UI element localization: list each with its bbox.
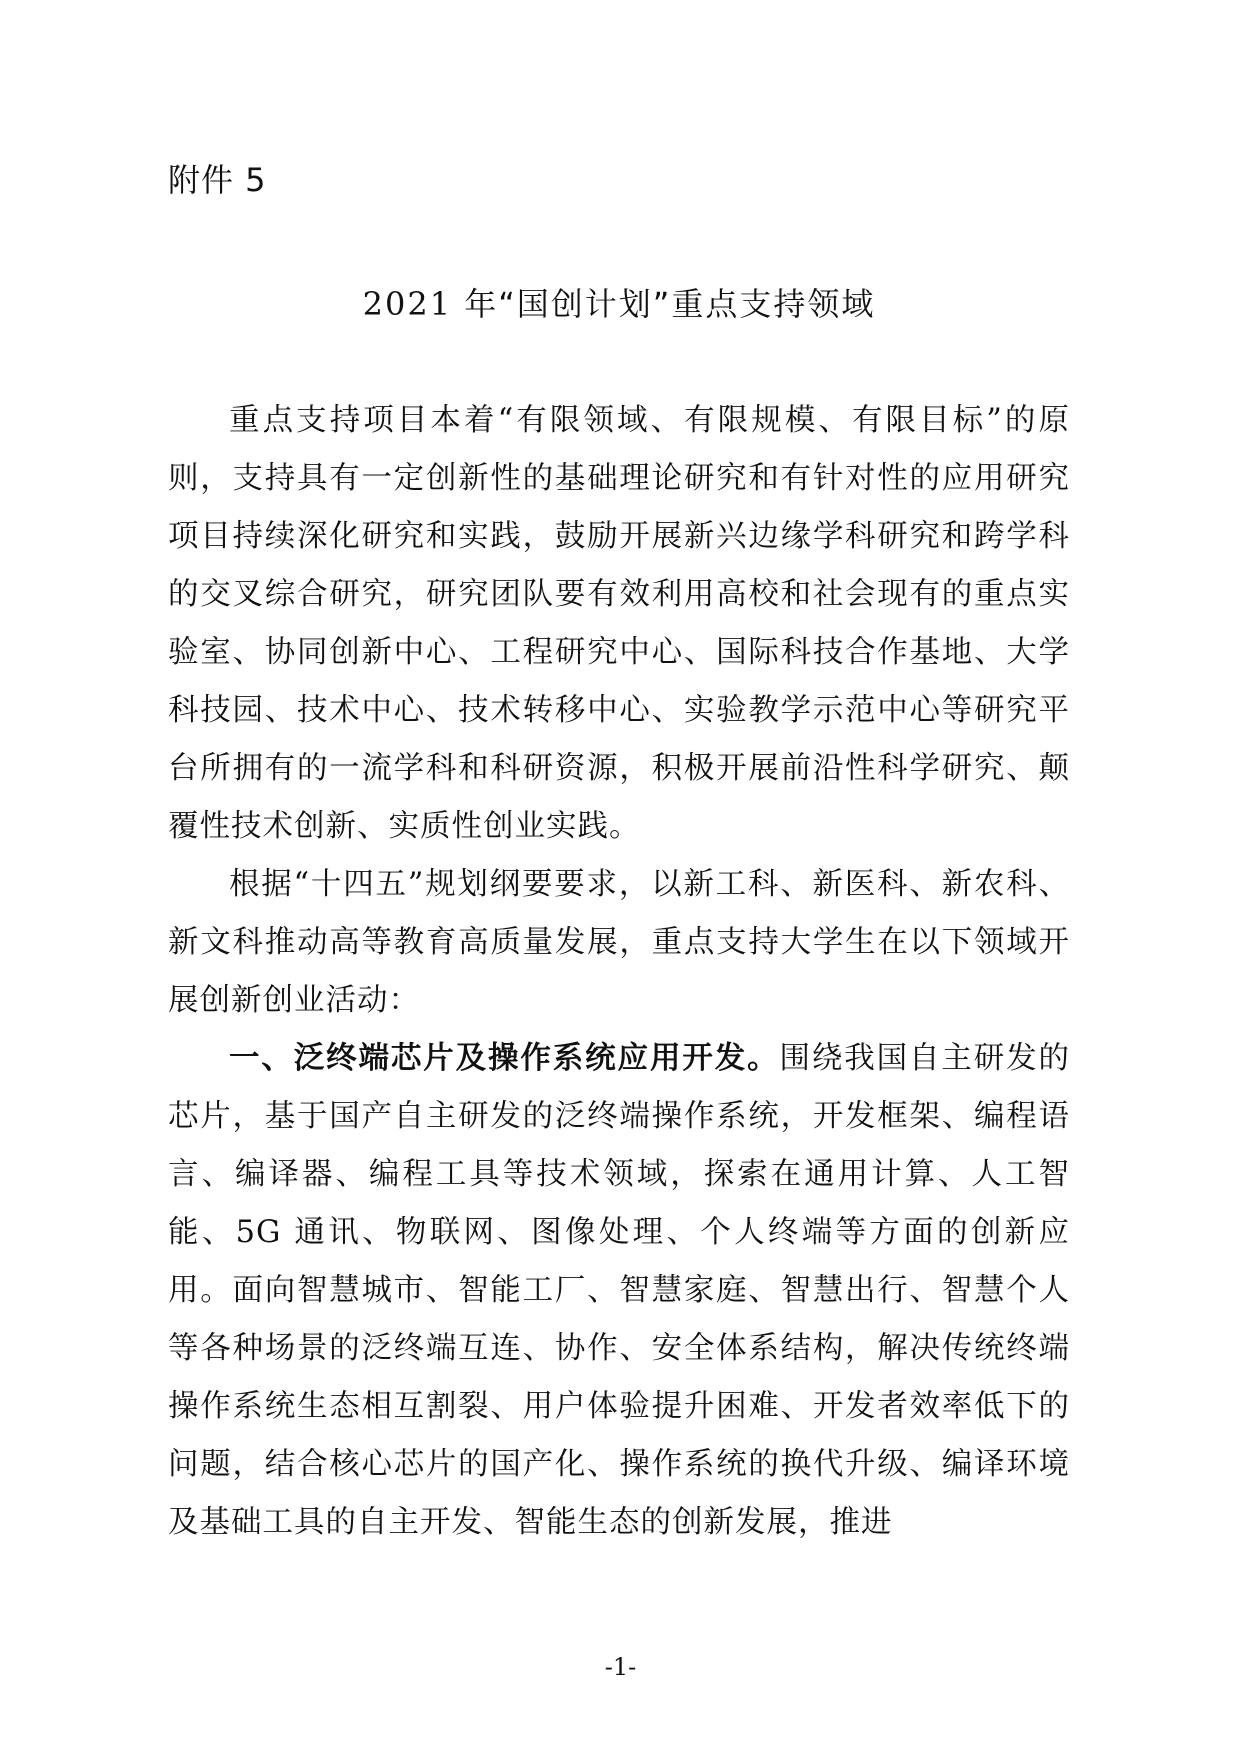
document-body [168,392,1070,1552]
attachment-label: 附件 5 [168,161,267,199]
title-text: 年“国创计划”重点支持领域 [452,285,876,323]
section-one-text: 围绕我国自主研发的芯片，基于国产自主研发的泛终端操作系统，开发框架、编程语言、编译器、编程工具等技术领域，探索在通用计算、人工智能、5G 通讯、物联网、图像处理、个人终端等方面的创新应用。面向智慧城市、智能工厂、智慧家庭、智慧出行、智慧个人等各种场景的泛终端互连、协作、安全体系结构，解决传统终端操作系统生态相互割裂、用户体验提升困难、开发者效率低下的问题，结合核心芯片的国产化、操作系统的换代升级、编译环境及基础工具的自主开发、智能生态的创新发展，推进 [168,1041,1071,1540]
title-year: 2021 [362,285,453,323]
document-title [168,282,1070,326]
section-one-paragraph [168,1030,1070,1552]
paragraph-principles: 重点支持项目本着“有限领域、有限规模、有限目标”的原则，支持具有一定创新性的基础理论研究和有针对性的应用研究项目持续深化研究和实践，鼓励开展新兴边缘学科研究和跨学科的交叉综合研究，研究团队要有效利用高校和社会现有的重点实验室、协同创新中心、工程研究中心、国际科技合作基地、大学科技园、技术中心、技术转移中心、实验教学示范中心等研究平台所拥有的一流学科和科研资源，积极开展前沿性科学研究、颠覆性技术创新、实质性创业实践。 [168,403,1070,844]
section-one-heading: 一、泛终端芯片及操作系统应用开发。 [229,1041,780,1076]
page-number: -1- [604,1653,637,1681]
paragraph-requirements: 根据“十四五”规划纲要要求，以新工科、新医科、新农科、新文科推动高等教育高质量发展，重点支持大学生在以下领域开展创新创业活动： [168,867,1070,1018]
